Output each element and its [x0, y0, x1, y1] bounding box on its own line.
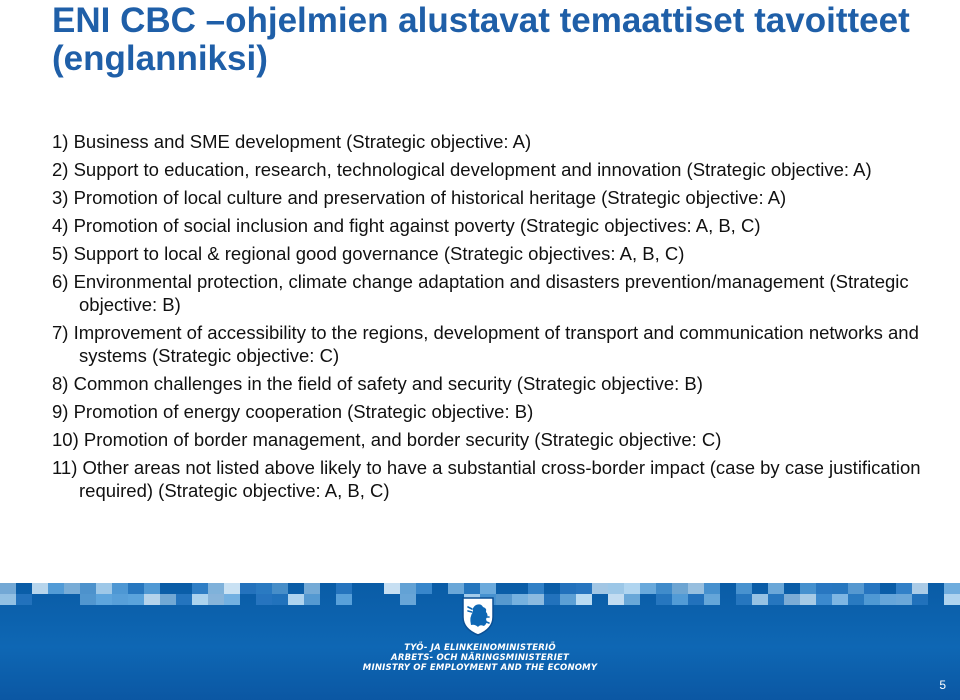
- objective-item: 10) Promotion of border management, and border security (Strategic objective: C): [52, 429, 722, 450]
- objective-item: 11) Other areas not listed above likely to have a substantial cross-border impact (case by case justification required) (Strategic objective: A, B, C): [52, 457, 921, 501]
- mosaic-tile: [624, 583, 640, 594]
- mosaic-tile: [480, 583, 496, 594]
- mosaic-tile: [640, 583, 656, 594]
- mosaic-tile: [912, 594, 928, 605]
- mosaic-tile: [176, 594, 192, 605]
- mosaic-tile: [576, 594, 592, 605]
- mosaic-tile: [736, 583, 752, 594]
- objective-item: 1) Business and SME development (Strategic objective: A): [52, 131, 532, 152]
- mosaic-tile: [832, 594, 848, 605]
- mosaic-tile: [880, 594, 896, 605]
- mosaic-tile: [848, 583, 864, 594]
- mosaic-tile: [0, 583, 16, 594]
- mosaic-tile: [608, 594, 624, 605]
- mosaic-tile: [112, 594, 128, 605]
- mosaic-tile: [272, 594, 288, 605]
- mosaic-tile: [80, 583, 96, 594]
- mosaic-tile: [416, 583, 432, 594]
- ministry-name-sv: ARBETS- OCH NÄRINGSMINISTERIET: [391, 653, 569, 663]
- mosaic-tile: [192, 583, 208, 594]
- mosaic-tile: [704, 594, 720, 605]
- footer-banner: [0, 583, 960, 700]
- mosaic-tile: [768, 594, 784, 605]
- mosaic-tile: [64, 583, 80, 594]
- mosaic-tile: [208, 594, 224, 605]
- objective-item: 6) Environmental protection, climate change adaptation and disasters prevention/management (Strategic objective: B): [52, 271, 909, 315]
- ministry-name-en: MINISTRY OF EMPLOYMENT AND THE ECONOMY: [362, 663, 598, 673]
- mosaic-tile: [80, 594, 96, 605]
- objectives-list: [52, 130, 932, 507]
- mosaic-tile: [48, 583, 64, 594]
- mosaic-tile: [944, 583, 960, 594]
- mosaic-tile: [144, 594, 160, 605]
- mosaic-tile: [192, 594, 208, 605]
- mosaic-tile: [496, 594, 512, 605]
- objective-item: 8) Common challenges in the field of safety and security (Strategic objective: B): [52, 373, 703, 394]
- mosaic-tile: [512, 594, 528, 605]
- mosaic-tile: [736, 594, 752, 605]
- mosaic-tile: [560, 594, 576, 605]
- mosaic-tile: [528, 583, 544, 594]
- mosaic-tile: [384, 583, 400, 594]
- mosaic-tile: [400, 583, 416, 594]
- ministry-name-fi: TYÖ- JA ELINKEINOMINISTERIÖ: [404, 643, 556, 653]
- mosaic-tile: [864, 583, 880, 594]
- objective-item: 3) Promotion of local culture and preservation of historical heritage (Strategic objective: A): [52, 187, 787, 208]
- mosaic-tile: [304, 594, 320, 605]
- mosaic-tile: [240, 583, 256, 594]
- mosaic-tile: [896, 583, 912, 594]
- mosaic-tile: [128, 583, 144, 594]
- mosaic-tile: [96, 594, 112, 605]
- mosaic-tile: [752, 594, 768, 605]
- mosaic-tile: [672, 594, 688, 605]
- mosaic-tile: [112, 583, 128, 594]
- objective-item: 9) Promotion of energy cooperation (Strategic objective: B): [52, 401, 534, 422]
- mosaic-tile: [896, 594, 912, 605]
- mosaic-tile: [688, 583, 704, 594]
- mosaic-tile: [144, 583, 160, 594]
- mosaic-tile: [256, 583, 272, 594]
- objective-item: 7) Improvement of accessibility to the regions, development of transport and communication networks and systems (Strategic objective: C): [52, 322, 919, 366]
- mosaic-tile: [624, 594, 640, 605]
- mosaic-tile: [800, 583, 816, 594]
- mosaic-tile: [32, 583, 48, 594]
- lion-crest-icon: [460, 595, 496, 637]
- slide-title: ENI CBC –ohjelmien alustavat temaattiset tavoitteet (englanniksi): [52, 1, 910, 78]
- mosaic-tile: [864, 594, 880, 605]
- mosaic-tile: [336, 583, 352, 594]
- mosaic-tile: [288, 594, 304, 605]
- mosaic-tile: [448, 583, 464, 594]
- mosaic-tile: [96, 583, 112, 594]
- mosaic-tile: [528, 594, 544, 605]
- objective-item: 4) Promotion of social inclusion and fight against poverty (Strategic objectives: A, B, C): [52, 215, 761, 236]
- mosaic-tile: [800, 594, 816, 605]
- mosaic-tile: [768, 583, 784, 594]
- mosaic-tile: [576, 583, 592, 594]
- mosaic-tile: [128, 594, 144, 605]
- mosaic-tile: [784, 594, 800, 605]
- mosaic-tile: [336, 594, 352, 605]
- mosaic-tile: [592, 583, 608, 594]
- mosaic-tile: [816, 583, 832, 594]
- mosaic-tile: [256, 594, 272, 605]
- mosaic-tile: [304, 583, 320, 594]
- mosaic-tile: [672, 583, 688, 594]
- mosaic-tile: [656, 583, 672, 594]
- mosaic-tile: [848, 594, 864, 605]
- mosaic-tile: [272, 583, 288, 594]
- mosaic-tile: [208, 583, 224, 594]
- mosaic-tile: [832, 583, 848, 594]
- objective-item: 5) Support to local & regional good governance (Strategic objectives: A, B, C): [52, 243, 685, 264]
- mosaic-tile: [400, 594, 416, 605]
- mosaic-tile: [544, 594, 560, 605]
- mosaic-tile: [560, 583, 576, 594]
- mosaic-tile: [224, 583, 240, 594]
- mosaic-tile: [160, 594, 176, 605]
- mosaic-tile: [816, 594, 832, 605]
- page-number: 5: [939, 678, 946, 692]
- mosaic-tile: [656, 594, 672, 605]
- mosaic-tile: [464, 583, 480, 594]
- mosaic-tile: [704, 583, 720, 594]
- mosaic-tile: [688, 594, 704, 605]
- mosaic-tile: [912, 583, 928, 594]
- objective-item: 2) Support to education, research, technological development and innovation (Strategic objective: A): [52, 159, 872, 180]
- mosaic-tile: [608, 583, 624, 594]
- mosaic-tile: [0, 594, 16, 605]
- mosaic-tile: [224, 594, 240, 605]
- mosaic-tile: [944, 594, 960, 605]
- mosaic-tile: [16, 594, 32, 605]
